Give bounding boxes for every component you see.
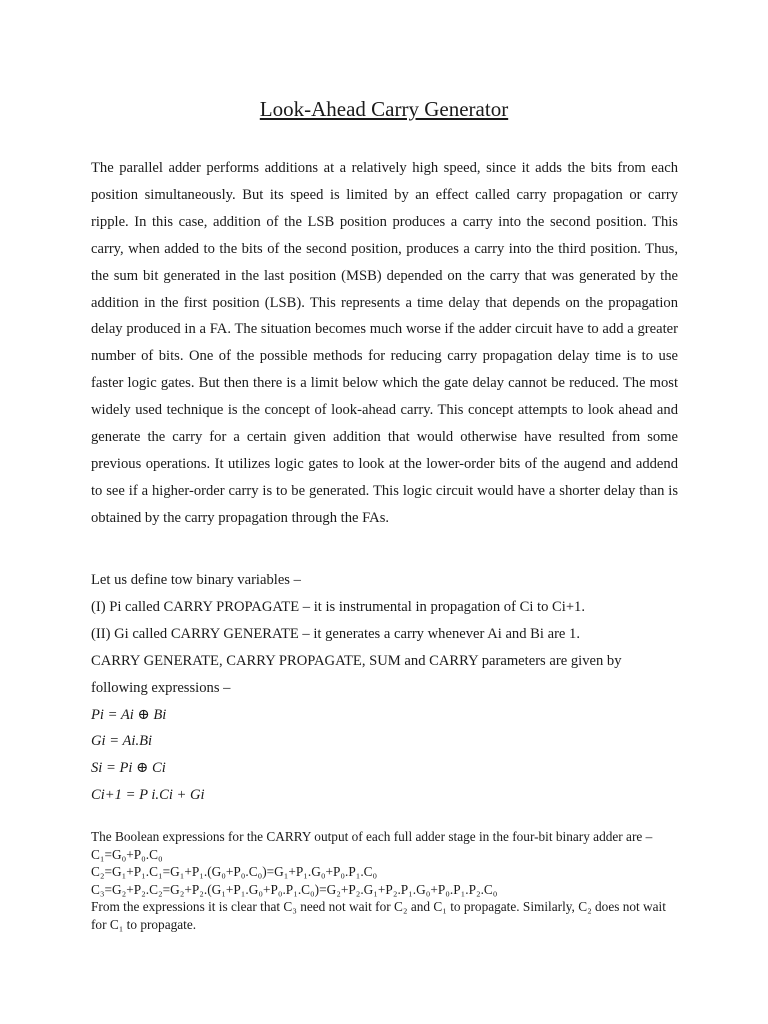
definition-line: Let us define tow binary variables – — [91, 572, 301, 588]
definitions-section — [91, 567, 678, 809]
boolean-expressions-section — [91, 828, 681, 933]
definition-line: (II) Gi called CARRY GENERATE – it generates a carry whenever Ai and Bi are 1. — [91, 625, 581, 642]
equation-propagate: Pi = Ai ⊕ Bi — [91, 706, 167, 723]
equation-sum: Si = Pi ⊕ Ci — [91, 760, 166, 777]
carry-expression-c2: C₂=G₁+P₁.C₁=G₁+P₁.(G₀+P₀.C₀)=G₁+P₁.G₀+P₀.P₁.C₀ — [91, 864, 378, 879]
conclusion-line: From the expressions it is clear that C₃ need not wait for C₂ and C₁ to propagate. Similarly, C₂ does not wait for C₁ to propagate. — [91, 899, 666, 932]
definition-line: (I) Pi called CARRY PROPAGATE – it is instrumental in propagation of Ci to Ci+1. — [91, 598, 586, 615]
equation-carry: Ci+1 = P i.Ci + Gi — [91, 787, 205, 804]
definition-line: CARRY GENERATE, CARRY PROPAGATE, SUM and CARRY parameters are given by following expressions – — [91, 652, 622, 696]
carry-expression-c1: C₁=G₀+P₀.C₀ — [91, 846, 163, 862]
equation-generate: Gi = Ai.Bi — [91, 733, 153, 750]
carry-expression-c3: C₃=G₂+P₂.C₂=G₂+P₂.(G₁+P₁.G₀+P₀.P₁.C₀)=G₂+P₂.G₁+P₂.P₁.G₀+P₀.P₁.P₂.C₀ — [91, 881, 498, 897]
boolean-intro-line: The Boolean expressions for the CARRY output of each full adder stage in the four-bit binary adder are – — [91, 829, 653, 844]
page-title: Look-Ahead Carry Generator — [259, 97, 509, 121]
intro-paragraph: The parallel adder performs additions at a relatively high speed, since it adds the bits from each position simultaneously. But its speed is limited by an effect called carry propagation or carry ripple. In this case, addition of the LSB position produces a carry into the second position. This carry, when added to the bits of the second position, produces a carry into the third position. Thus, the sum bit generated in the last position (MSB) depended on the carry that was generated by the addition in the first position (LSB). This represents a time delay that depends on the propagation delay produced in a FA. The situation becomes much worse if the adder circuit have to add a greater number of bits. One of the possible methods for reducing carry propagation delay time is to use faster logic gates. But then there is a limit below which the gate delay cannot be reduced. The most widely used technique is the concept of look-ahead carry. This concept attempts to look ahead and generate the carry for a certain given addition that would otherwise have resulted from some previous operations. It utilizes logic gates to look at the lower-order bits of the augend and addend to see if a higher-order carry is to be generated. This logic circuit would have a shorter delay than is obtained by the carry propagation through the FAs. — [91, 160, 678, 526]
